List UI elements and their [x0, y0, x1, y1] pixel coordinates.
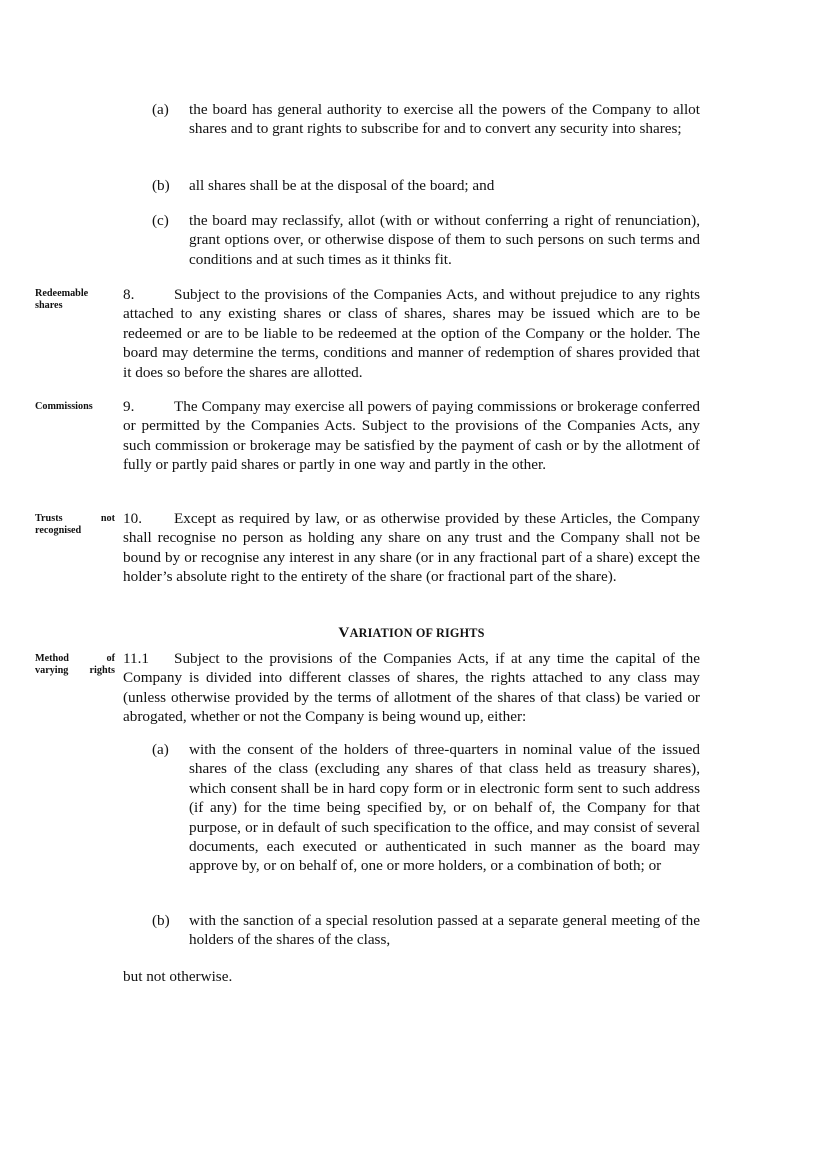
- margin-note-trusts-not-recognised: Trusts not recognised: [35, 513, 115, 536]
- article-11-1: [123, 649, 700, 727]
- closing-text: but not otherwise.: [123, 968, 233, 985]
- item-label: (b): [152, 177, 170, 194]
- item-text: the board has general authority to exercise all the powers of the Company to allot shares and to grant rights to subscribe for and to convert any security into shares;: [189, 101, 700, 138]
- item-label: (c): [152, 212, 169, 229]
- list-item: [152, 740, 700, 876]
- article-number: 11.1: [123, 650, 150, 667]
- article-number: 10.: [123, 510, 142, 527]
- heading-rest: ARIATION OF RIGHTS: [349, 626, 485, 640]
- list-item: [152, 176, 700, 195]
- item-label: (a): [152, 101, 169, 118]
- item-text: all shares shall be at the disposal of the board; and: [189, 177, 495, 194]
- margin-note-commissions: Commissions: [35, 401, 93, 412]
- list-item: [152, 911, 700, 950]
- item-text: the board may reclassify, allot (with or without conferring a right of renunciation), grant options over, or otherwise dispose of them to such persons on such terms and conditions and at such times as it thinks fit.: [189, 212, 700, 268]
- item-label: (a): [152, 741, 169, 758]
- article-text: Except as required by law, or as otherwise provided by these Articles, the Company shall recognise no person as holding any share on any trust and the Company shall not be bound by or recognise any interest in any share (or in any fractional part of a share) except the holder’s absolute right to the entirety of the share (or fractional part of the share).: [123, 510, 700, 586]
- article-text: Subject to the provisions of the Companies Acts, if at any time the capital of the Company is divided into different classes of shares, the rights attached to any class may (unless otherwise provided by the terms of allotment of the shares of that class) be varied or abrogated, whether or not the Company is being wound up, either:: [123, 650, 700, 726]
- item-text: with the consent of the holders of three-quarters in nominal value of the issued shares of the class (excluding any shares of that class held as treasury shares), which consent shall be in hard copy form or in electronic form sent to such address (if any) for the time being specified by, or on behalf of, the Company for that purpose, or in default of such specification to the office, and may consist of several documents, each executed or authenticated in such manner as the board may approve by, or on behalf of, one or more holders, or a combination of both; or: [189, 741, 700, 875]
- item-text: with the sanction of a special resolution passed at a separate general meeting of the holders of the shares of the class,: [189, 912, 700, 949]
- section-heading: [123, 624, 700, 642]
- article-text: The Company may exercise all powers of paying commissions or brokerage conferred or permitted by the Companies Acts. Subject to the provisions of the Companies Acts, any such commission or brokerage may be satisfied by the payment of cash or by the allotment of fully or partly paid shares or partly in one way and partly in the other.: [123, 398, 700, 474]
- article-number: 8.: [123, 286, 135, 303]
- article-number: 9.: [123, 398, 135, 415]
- article-10: [123, 509, 700, 587]
- heading-initial: V: [338, 624, 350, 641]
- item-label: (b): [152, 912, 170, 929]
- margin-note-method-of-varying-rights: Method of varying rights: [35, 653, 115, 676]
- margin-note-redeemable-shares: Redeemable shares: [35, 288, 89, 311]
- article-9: [123, 397, 700, 475]
- article-8: [123, 285, 700, 382]
- list-item: [152, 211, 700, 269]
- article-text: Subject to the provisions of the Companies Acts, and without prejudice to any rights attached to any existing shares or class of shares, shares may be issued which are to be redeemed or are to be liable to be redeemed at the option of the Company or the holder. The board may determine the terms, conditions and manner of redemption of shares provided that it does so before the shares are allotted.: [123, 286, 700, 381]
- list-item: [152, 100, 700, 139]
